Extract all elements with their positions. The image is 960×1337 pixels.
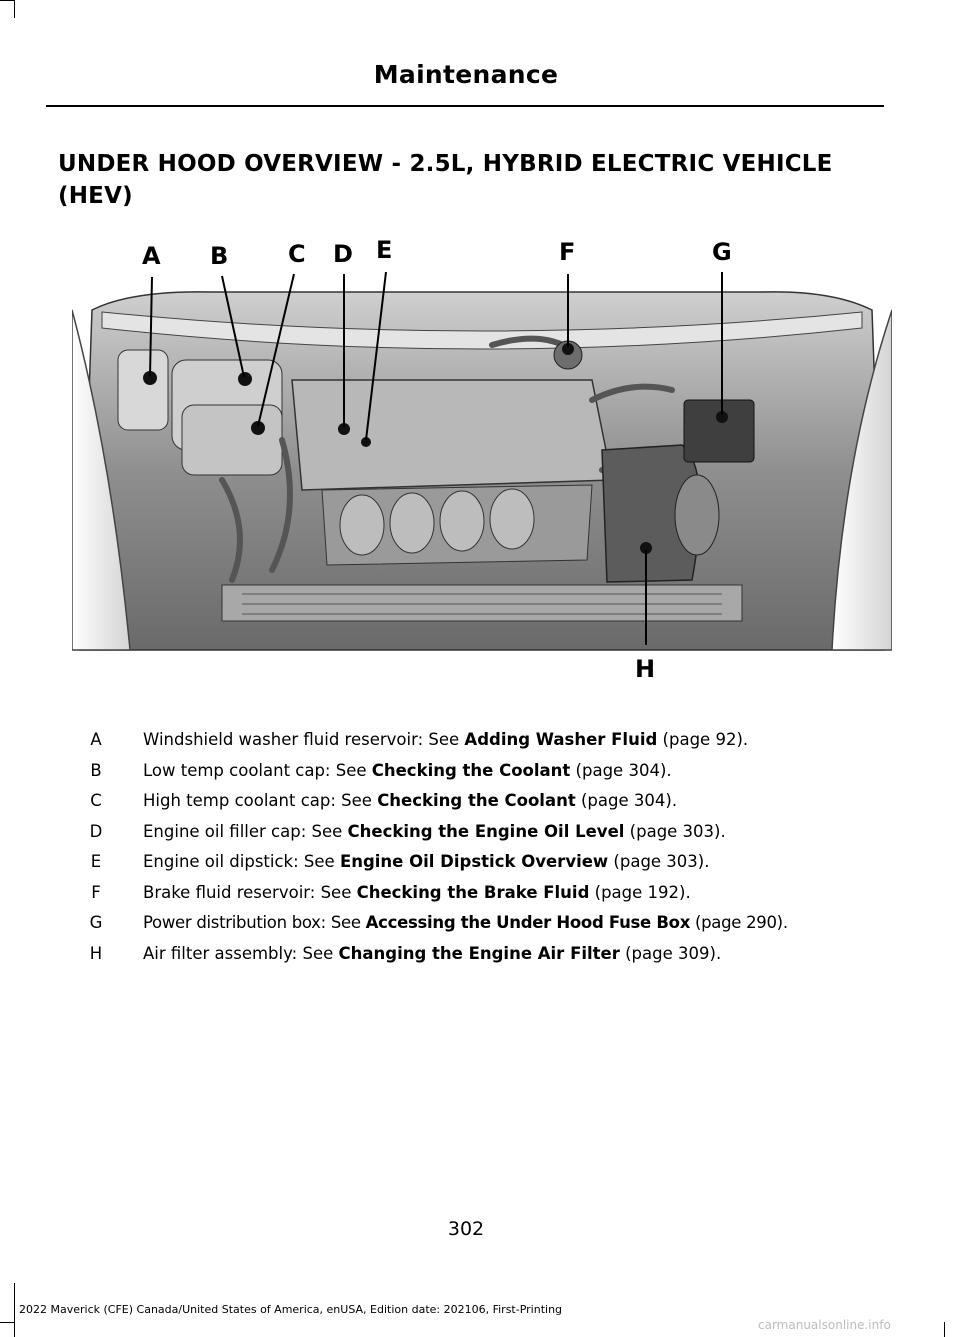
callout-h: H (635, 655, 656, 683)
section-heading: UNDER HOOD OVERVIEW - 2.5L, HYBRID ELECTRIC VEHICLE (HEV) (58, 151, 833, 209)
crop-mark-bottom-left (14, 1283, 15, 1337)
cross-reference-link[interactable]: Adding Washer Fluid (464, 730, 658, 749)
callout-g: G (712, 238, 732, 266)
callout-d: D (333, 240, 353, 268)
fuse-box (684, 400, 754, 462)
crop-mark-top-left-vertical (14, 0, 15, 18)
cross-reference-link[interactable]: Accessing the Under Hood Fuse Box (365, 913, 691, 932)
legend-description: Windshield washer fluid reservoir: See Adding Washer Fluid (page 92). (143, 730, 749, 749)
coolant-tank-high (182, 405, 282, 475)
legend-row (84, 757, 904, 788)
cross-reference-link[interactable]: Changing the Engine Air Filter (338, 943, 620, 963)
legend-key: G (89, 913, 103, 932)
engine-compartment-figure (72, 230, 892, 690)
legend-description: Air filter assembly: See Changing the Engine Air Filter (page 309). (143, 943, 722, 963)
legend-key: A (90, 730, 102, 749)
crop-mark-top-left (0, 0, 14, 1)
legend-row (84, 848, 904, 879)
legend-row (84, 879, 904, 910)
legend-description: Engine oil dipstick: See Engine Oil Dipstick Overview (page 303). (143, 852, 710, 871)
legend-row (84, 909, 904, 940)
legend-key: E (90, 852, 102, 871)
legend-description: Power distribution box: See Accessing the Under Hood Fuse Box (page 290). (143, 913, 788, 932)
cross-reference-link[interactable]: Checking the Coolant (371, 760, 571, 780)
legend-row (84, 940, 904, 971)
legend-row (84, 726, 904, 757)
callout-e: E (376, 236, 393, 264)
washer-reservoir (118, 350, 168, 430)
valve-cover (292, 380, 612, 490)
cross-reference-link[interactable]: Engine Oil Dipstick Overview (339, 852, 609, 871)
legend-key: H (89, 943, 103, 963)
cross-reference-link[interactable]: Checking the Engine Oil Level (347, 821, 625, 841)
legend-description: Brake fluid reservoir: See Checking the Brake Fluid (page 192). (143, 882, 691, 902)
page-header-title: Maintenance (373, 60, 559, 89)
air-filter-outlet (675, 475, 719, 555)
radiator-support (222, 585, 742, 621)
legend-description: High temp coolant cap: See Checking the Coolant (page 304). (143, 791, 678, 810)
legend-key: B (90, 760, 102, 780)
cross-reference-link[interactable]: Checking the Brake Fluid (356, 882, 590, 902)
legend-description: Engine oil filler cap: See Checking the Engine Oil Level (page 303). (143, 821, 726, 841)
cross-reference-link[interactable]: Checking the Coolant (377, 791, 576, 810)
legend-row (84, 787, 904, 818)
header-divider (46, 105, 884, 107)
legend-key: F (91, 882, 101, 902)
callout-c: C (288, 240, 306, 268)
legend-key: D (89, 821, 103, 841)
callout-b: B (210, 242, 229, 270)
edition-footer: 2022 Maverick (CFE) Canada/United States of America, enUSA, Edition date: 202106, First-Printing (19, 1303, 563, 1316)
callout-f: F (559, 238, 576, 266)
legend-key: C (90, 791, 102, 810)
callout-a: A (142, 242, 161, 270)
page-number: 302 (447, 1218, 485, 1240)
callout-legend (84, 726, 904, 970)
crop-mark-bottom-right (944, 1322, 945, 1337)
crop-mark-bottom-left-horizontal (0, 1322, 14, 1323)
watermark: carmanualsonline.info (758, 1318, 891, 1332)
legend-description: Low temp coolant cap: See Checking the Coolant (page 304). (143, 760, 672, 780)
engine-illustration (72, 230, 892, 690)
legend-row (84, 818, 904, 849)
